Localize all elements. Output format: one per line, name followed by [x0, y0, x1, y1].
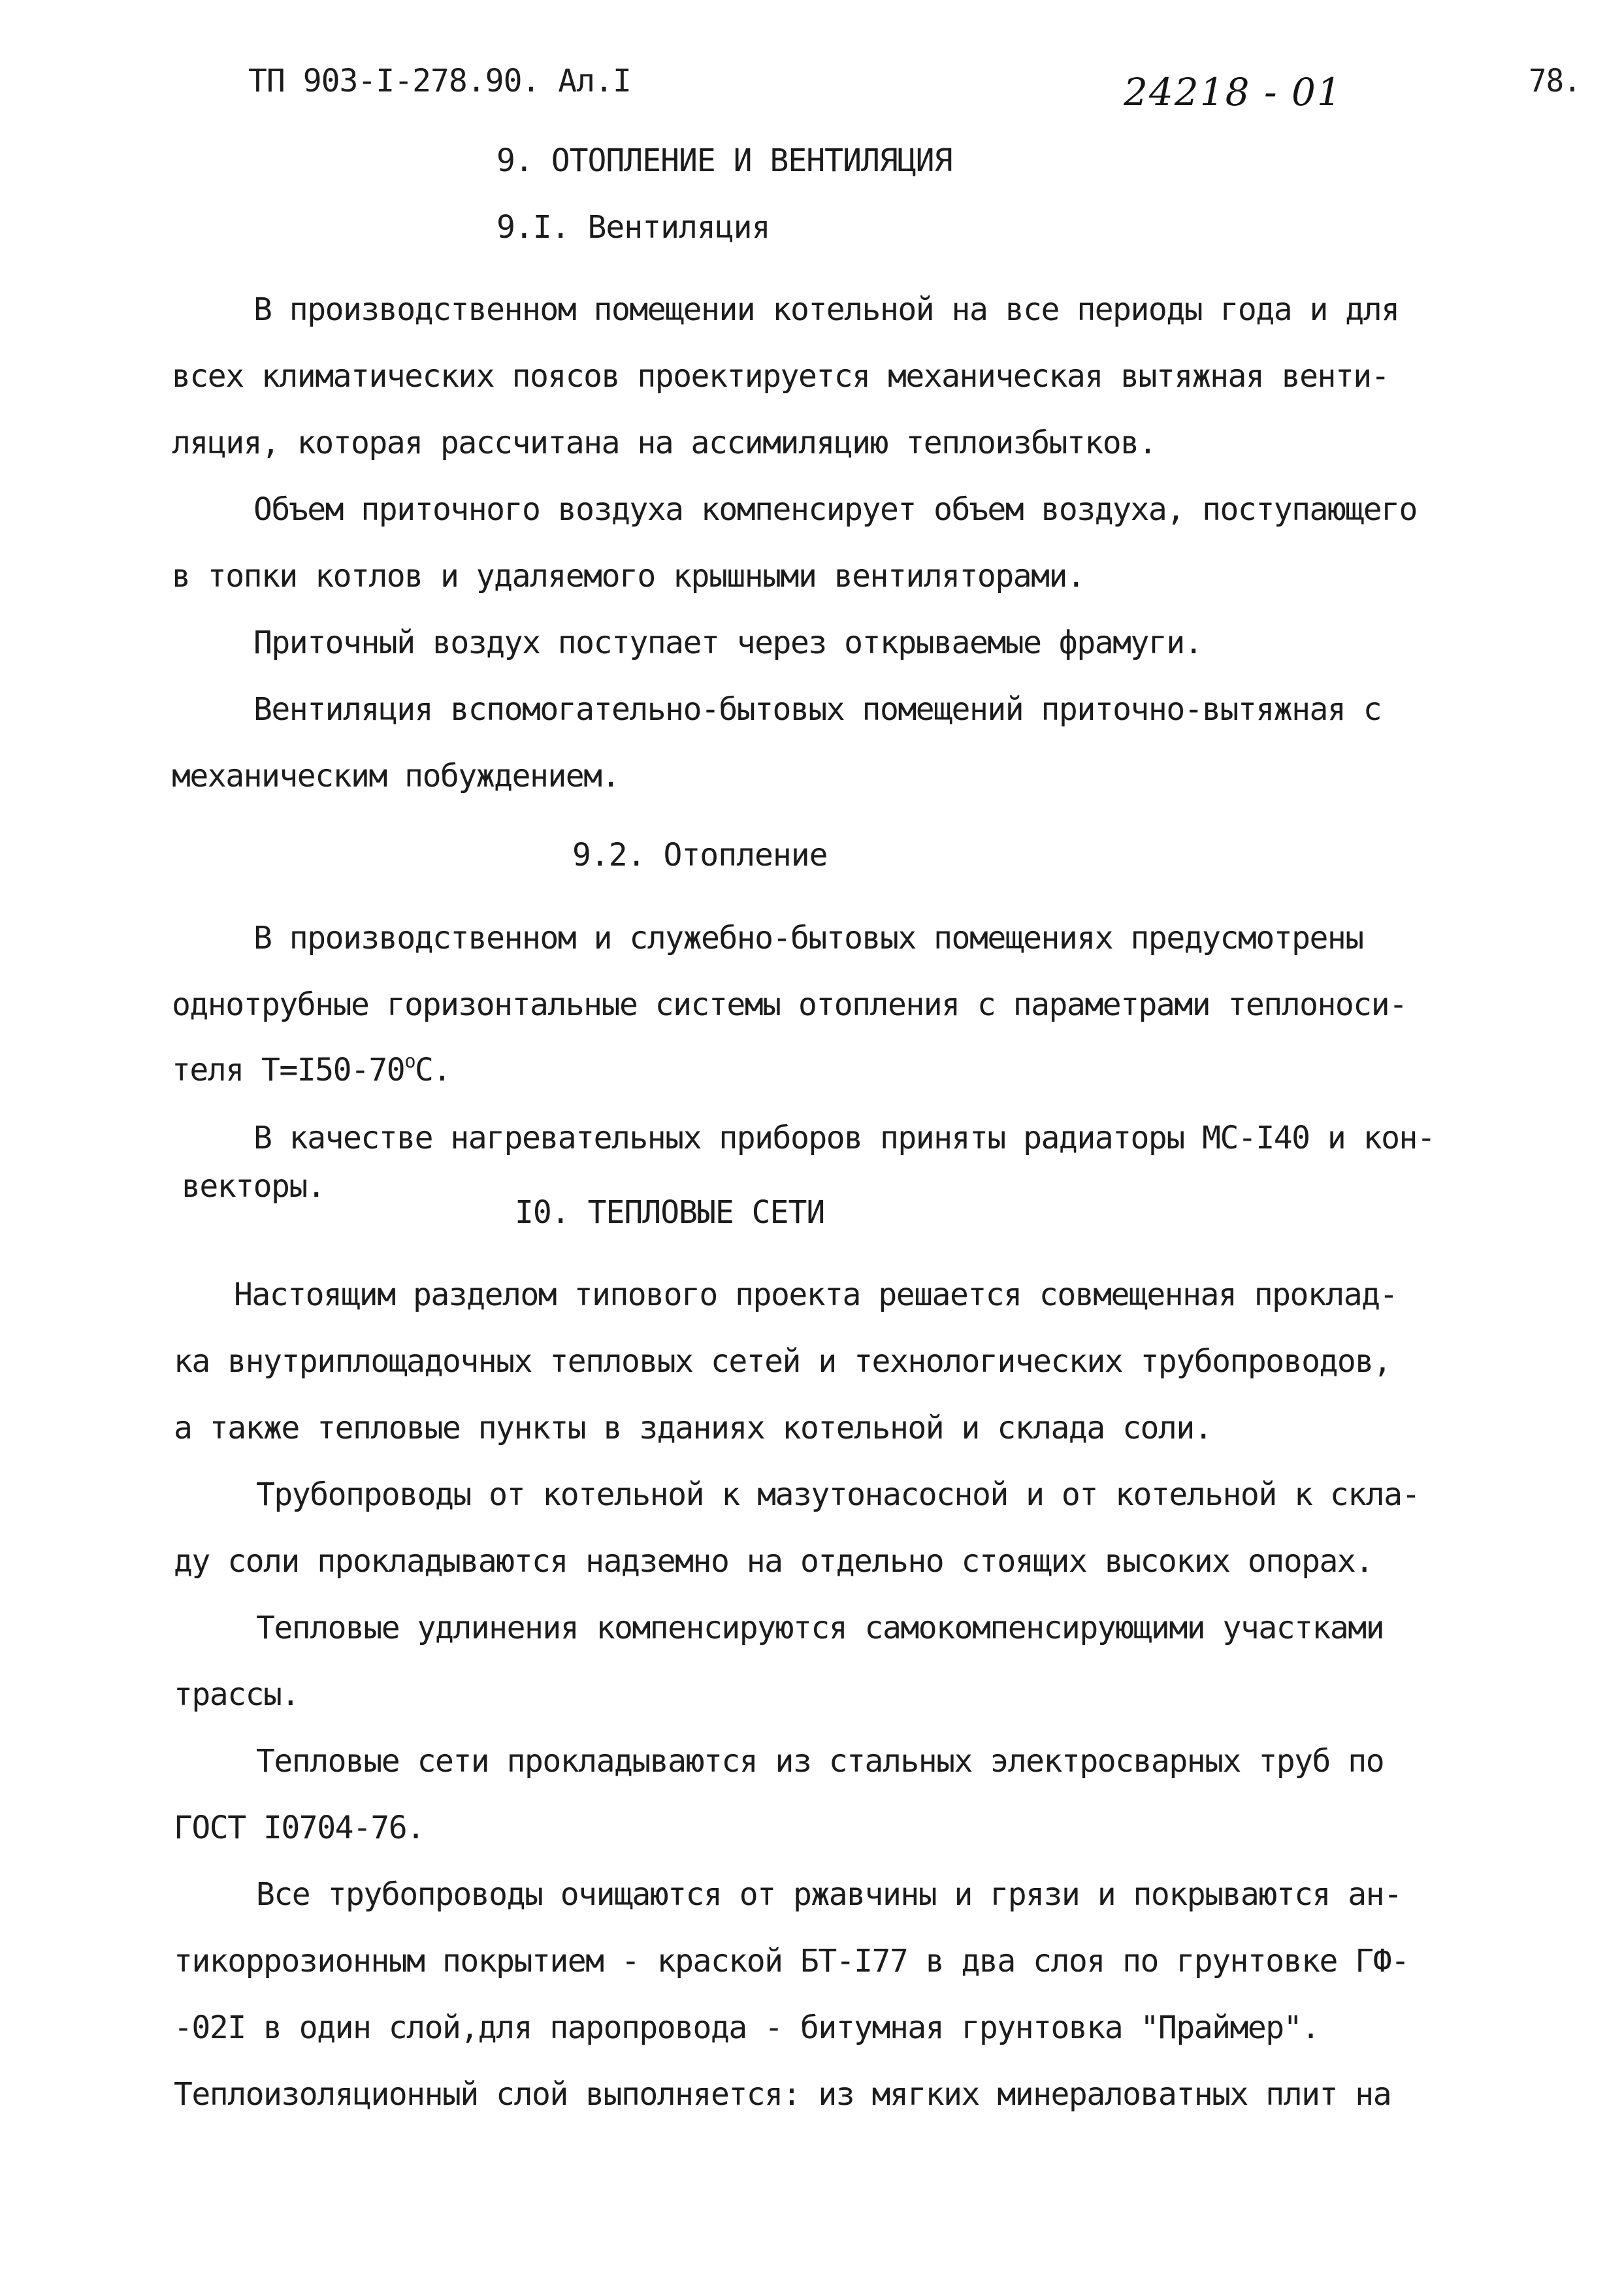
paragraph-line: Настоящим разделом типового проекта решается совмещенная проклад- [234, 1277, 1397, 1313]
paragraph-line: трассы. [174, 1676, 299, 1713]
paragraph-line: всех климатических поясов проектируется механическая вытяжная венти- [172, 358, 1389, 395]
paragraph-line: Все трубопроводы очищаются от ржавчины и грязи и покрываются ан- [256, 1876, 1402, 1913]
paragraph-line: Тепловые удлинения компенсируются самокомпенсирующими участками [256, 1610, 1384, 1646]
temperature-line [172, 1049, 451, 1088]
section-9-title: 9. ОТОПЛЕНИЕ И ВЕНТИЛЯЦИЯ [496, 142, 952, 179]
paragraph-line: векторы. [182, 1168, 325, 1205]
paragraph-line: ка внутриплощадочных тепловых сетей и технологических трубопроводов, [174, 1343, 1391, 1380]
archive-number-handwritten: 24218 - 01 [1124, 70, 1342, 114]
paragraph-line: Вентиляция вспомогательно-бытовых помещений приточно-вытяжная с [253, 691, 1382, 728]
temperature-prefix: теля Т=I50-70 [172, 1052, 405, 1088]
page-number: 78. [1529, 63, 1581, 99]
paragraph-line: Теплоизоляционный слой выполняется: из мягких минераловатных плит на [174, 2076, 1391, 2113]
paragraph-line: В производственном помещении котельной на все периоды года и для [253, 291, 1399, 328]
paragraph-line: Трубопроводы от котельной к мазутонасосной и от котельной к скла- [256, 1476, 1420, 1513]
subsection-9-1-title: 9.I. Вентиляция [496, 209, 770, 246]
paragraph-line: ГОСТ I0704-76. [174, 1810, 425, 1846]
paragraph-line: ляция, которая рассчитана на ассимиляцию теплоизбытков. [172, 425, 1156, 461]
degree-sign: о [404, 1049, 415, 1072]
paragraph-line: Тепловые сети прокладываются из стальных электросварных труб по [256, 1743, 1384, 1780]
paragraph-line: ду соли прокладываются надземно на отдельно стоящих высоких опорах. [174, 1543, 1373, 1580]
paragraph-line: В производственном и служебно-бытовых помещениях предусмотрены [253, 920, 1363, 956]
paragraph-line: Приточный воздух поступает через открываемые фрамуги. [253, 625, 1203, 661]
paragraph-line: -02I в один слой,для паропровода - битумная грунтовка "Праймер". [174, 2009, 1320, 2046]
paragraph-line: а также тепловые пункты в зданиях котельной и склада соли. [174, 1410, 1212, 1446]
paragraph-line: Объем приточного воздуха компенсирует объем воздуха, поступающего [253, 491, 1417, 528]
paragraph-line: в топки котлов и удаляемого крышными вентиляторами. [172, 558, 1085, 594]
paragraph-line: В качестве нагревательных приборов приняты радиаторы МС-I40 и кон- [253, 1120, 1435, 1156]
temperature-suffix: С. [415, 1052, 451, 1088]
section-10-title: I0. ТЕПЛОВЫЕ СЕТИ [515, 1194, 825, 1231]
paragraph-line: тикоррозионным покрытием - краской БТ-I77 в два слоя по грунтовке ГФ- [174, 1943, 1409, 1979]
subsection-9-2-title: 9.2. Отопление [572, 837, 828, 873]
paragraph-line: механическим побуждением. [172, 758, 619, 794]
document-code: ТП 903-I-278.90. Ал.I [248, 63, 631, 99]
paragraph-line: однотрубные горизонтальные системы отопления с параметрами теплоноси- [172, 986, 1407, 1023]
